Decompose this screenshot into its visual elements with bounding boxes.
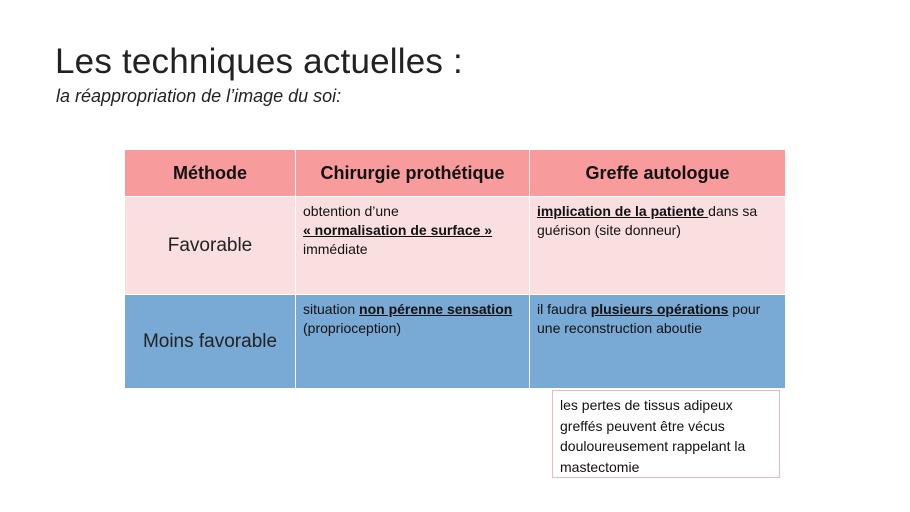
cell-less-favorable-autologous [530, 295, 786, 389]
table-row-less-favorable [125, 295, 786, 389]
cell-text: immédiate [303, 241, 368, 257]
table-header-row [125, 150, 786, 197]
cell-favorable-autologous [530, 197, 786, 295]
header-method: Méthode [125, 150, 296, 197]
cell-emphasis: non pérenne sensation [359, 301, 513, 317]
cell-text: obtention d’une [303, 203, 399, 219]
cell-emphasis: « normalisation de surface » [303, 222, 493, 238]
note-box: les pertes de tissus adipeux greffés peuvent être vécus douloureusement rappelant la mastectomie [552, 390, 780, 478]
cell-text: (proprioception) [303, 320, 402, 336]
slide-subtitle: la réappropriation de l’image du soi: [56, 86, 342, 106]
cell-text: pour une reconstruction aboutie [537, 301, 761, 336]
header-prosthetic-surgery: Chirurgie prothétique [296, 150, 530, 197]
cell-less-favorable-prosthetic [296, 295, 530, 389]
header-autologous-graft: Greffe autologue [530, 150, 786, 197]
slide-title: Les techniques actuelles : [55, 42, 463, 81]
cell-emphasis: plusieurs opérations [590, 301, 729, 317]
row-label-favorable: Favorable [125, 197, 296, 295]
table-row-favorable [125, 197, 786, 295]
cell-text: situation [303, 301, 360, 317]
cell-emphasis: implication de la patiente [537, 203, 709, 219]
comparison-table [124, 149, 786, 389]
cell-text: dans sa guérison (site donneur) [537, 203, 758, 238]
cell-text: il faudra [537, 301, 591, 317]
cell-favorable-prosthetic [296, 197, 530, 295]
row-label-less-favorable: Moins favorable [125, 295, 296, 389]
